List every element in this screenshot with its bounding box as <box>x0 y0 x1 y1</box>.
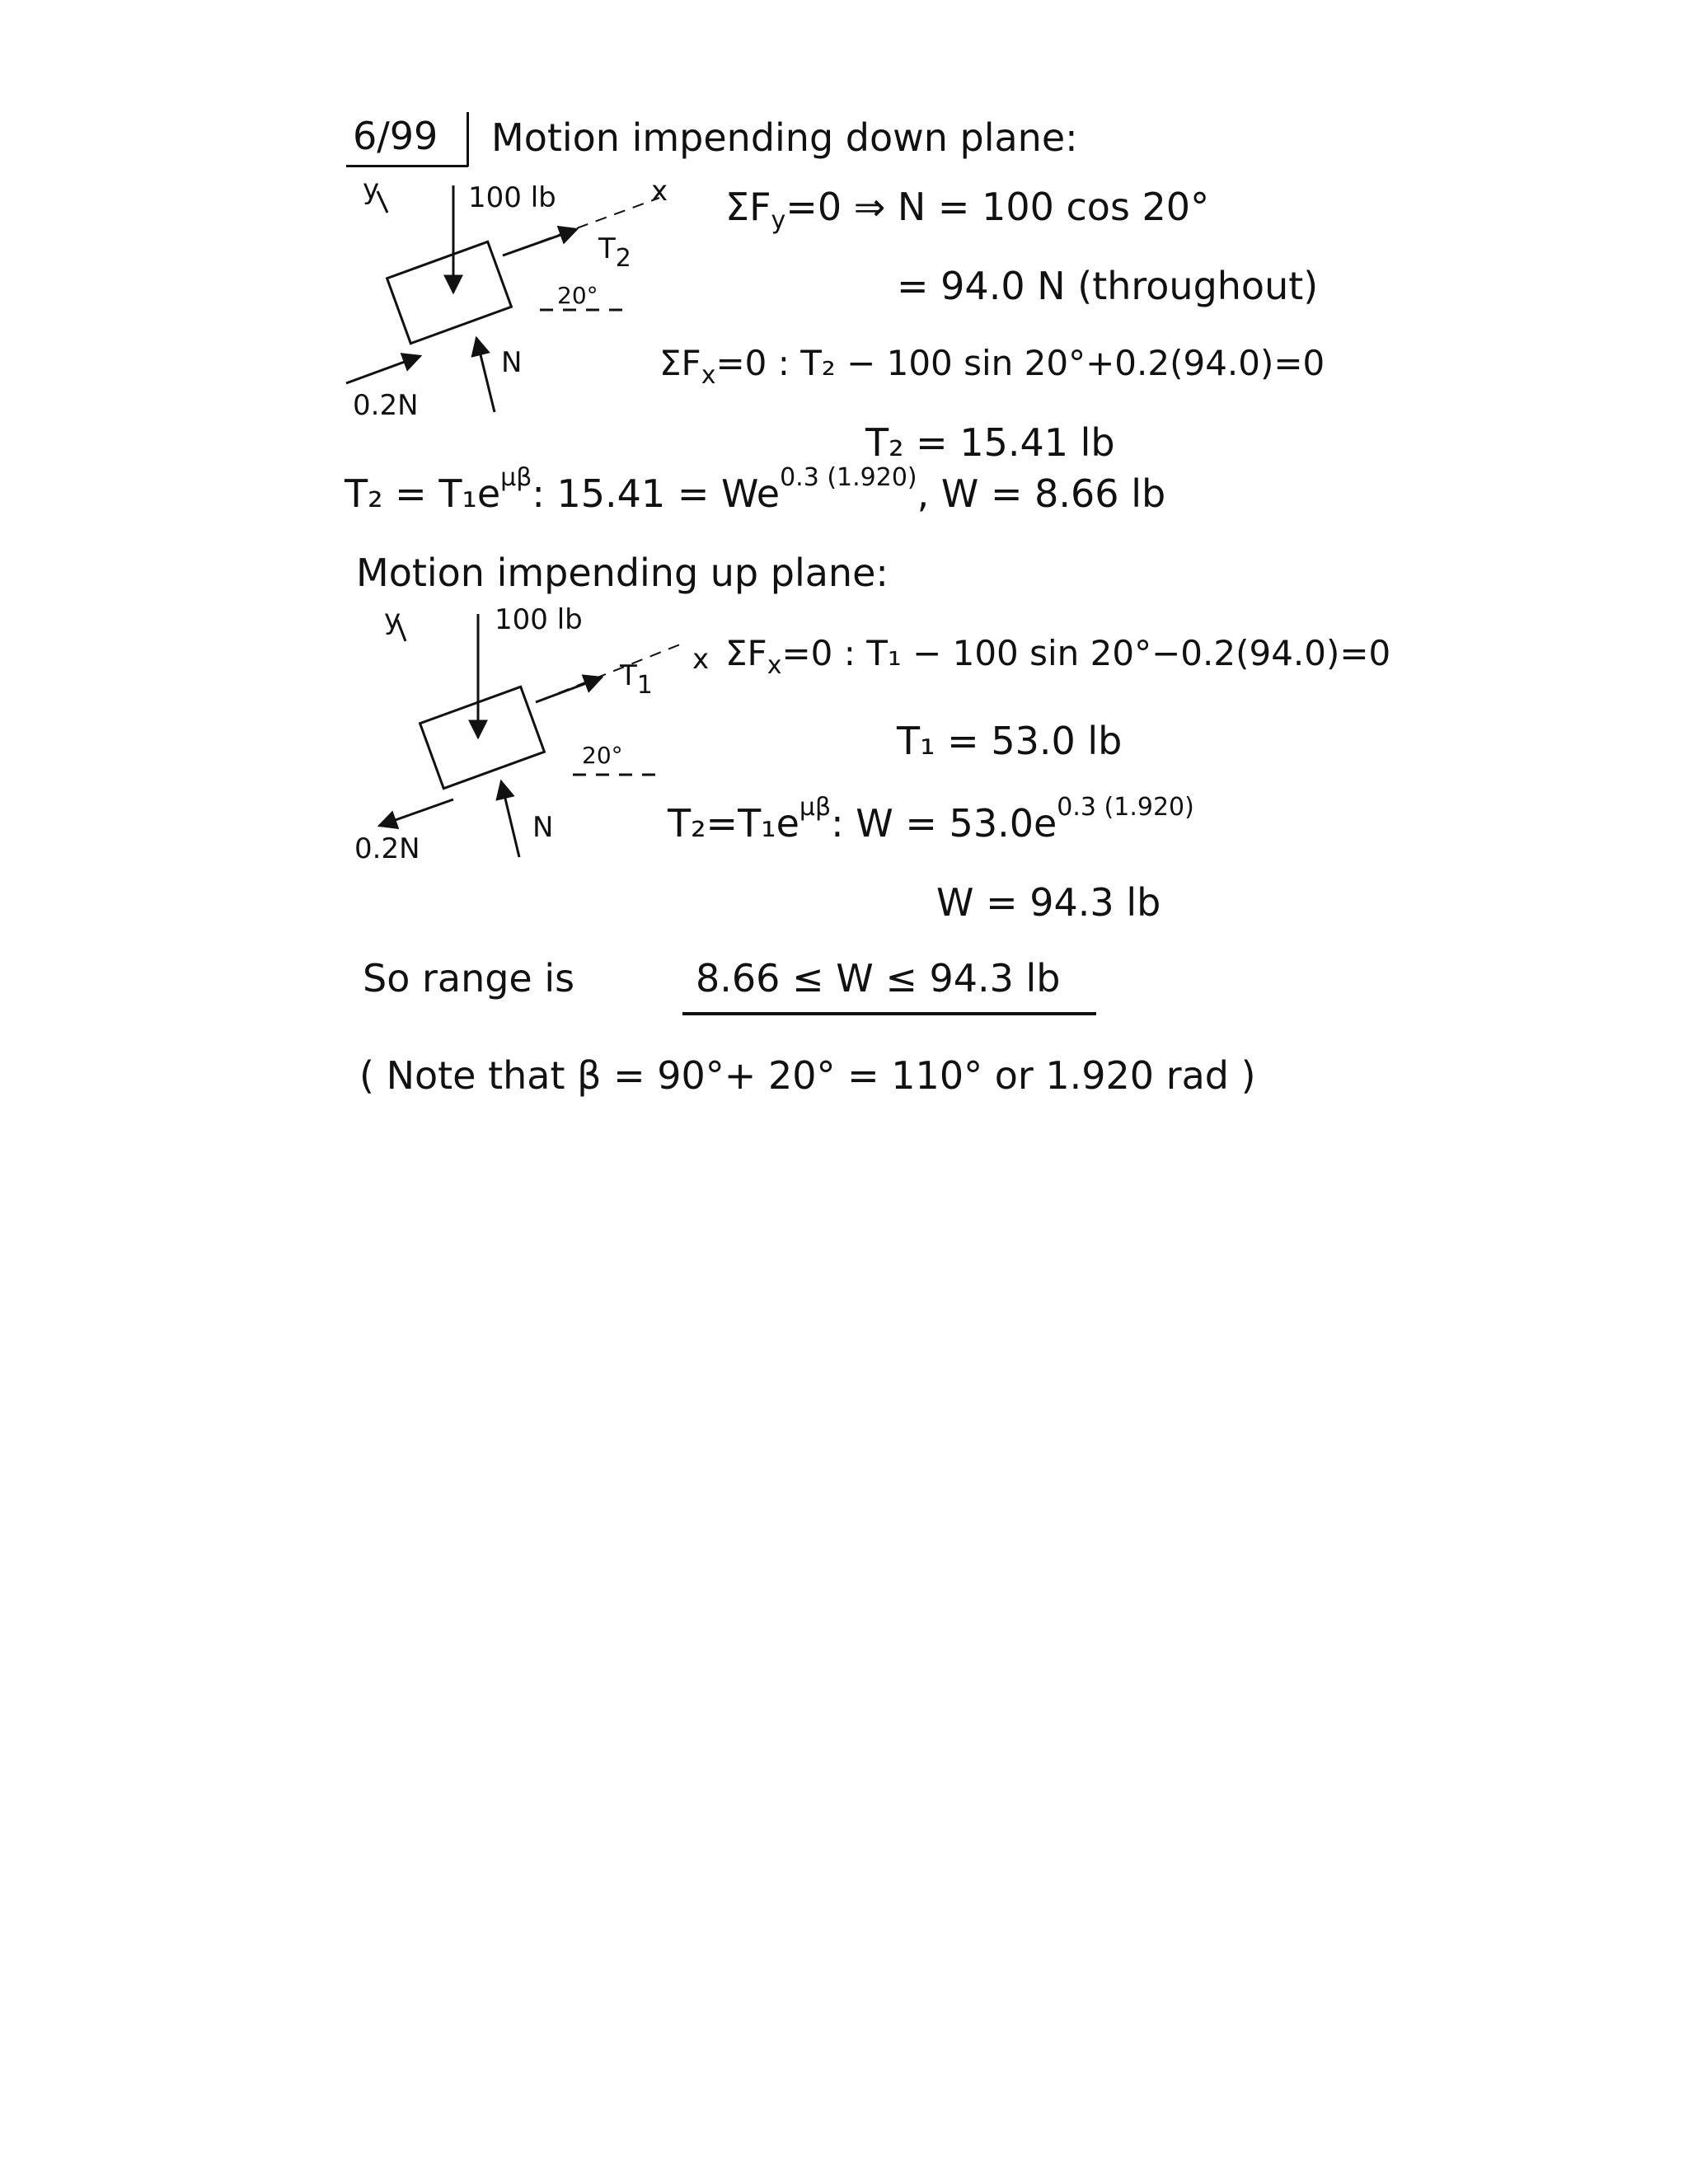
eq-sum-fy: $\Sigma F_y=0$ ⇒ N = 100 cos 20° <box>725 185 1210 235</box>
friction-arrow <box>346 356 420 383</box>
problem-number-divider <box>467 112 469 166</box>
range-result: 8.66 ≤ W ≤ 94.3 lb <box>696 956 1061 1001</box>
normal-arrow <box>501 781 519 857</box>
tension-arrow <box>536 677 602 702</box>
problem-number-rule <box>346 165 468 167</box>
fbd-up-plane <box>346 602 692 857</box>
belt-eq-up: $T_2=T_1e^{\mu\beta}$: $W = 53.0e^{0.3 (1.920)}$ <box>668 793 1194 846</box>
eq-w-value: W = 94.3 lb <box>936 880 1161 925</box>
eq-n-value: = 94.0 N (throughout) <box>897 264 1319 308</box>
fbd1-tension-label: $T_2$ <box>598 232 631 273</box>
eq-sum-fx-up: $\Sigma F_x=0$ : T₁ − 100 sin 20°−0.2(94.0)=0 <box>725 633 1391 680</box>
fbd2-normal-label: N <box>532 811 554 844</box>
tension-arrow <box>503 229 577 255</box>
fbd2-x-label: x <box>692 643 710 676</box>
fbd2-angle-label: 20° <box>582 742 623 769</box>
fbd2-y-label: y <box>384 603 401 636</box>
block <box>420 687 545 788</box>
beta-note: ( Note that β = 90°+ 20° = 110° or 1.920 rad ) <box>359 1053 1256 1098</box>
fbd1-normal-label: N <box>501 346 523 379</box>
range-underline <box>682 1012 1096 1015</box>
eq-t2-value: T₂ = 15.41 lb <box>865 420 1115 465</box>
fbd2-friction-label: 0.2N <box>354 832 420 865</box>
eq-sum-fx-down: $\Sigma F_x=0$ : T₂ − 100 sin 20°+0.2(94.0)=0 <box>659 343 1325 390</box>
eq-t1-value: T₁ = 53.0 lb <box>897 719 1123 763</box>
normal-arrow <box>476 338 495 412</box>
fbd2-weight-label: 100 lb <box>495 603 583 636</box>
fbd1-friction-label: 0.2N <box>353 389 419 422</box>
heading-down: Motion impending down plane: <box>491 115 1078 160</box>
problem-number: 6/99 <box>353 114 438 158</box>
fbd2-tension-label: $T_1$ <box>620 659 653 700</box>
range-prefix: So range is <box>363 956 575 1001</box>
fbd1-y-label: y <box>363 173 380 206</box>
fbd1-x-label: x <box>651 175 668 208</box>
fbd1-angle-label: 20° <box>557 282 598 309</box>
friction-arrow <box>379 799 453 826</box>
belt-eq-down: $T_2 = T_1e^{\mu\beta}$: $15.41 = We^{0.3 (1.920)}$, W = 8.66 lb <box>345 463 1166 516</box>
heading-up: Motion impending up plane: <box>356 551 889 595</box>
fbd1-weight-label: 100 lb <box>468 181 556 214</box>
block <box>387 241 512 343</box>
